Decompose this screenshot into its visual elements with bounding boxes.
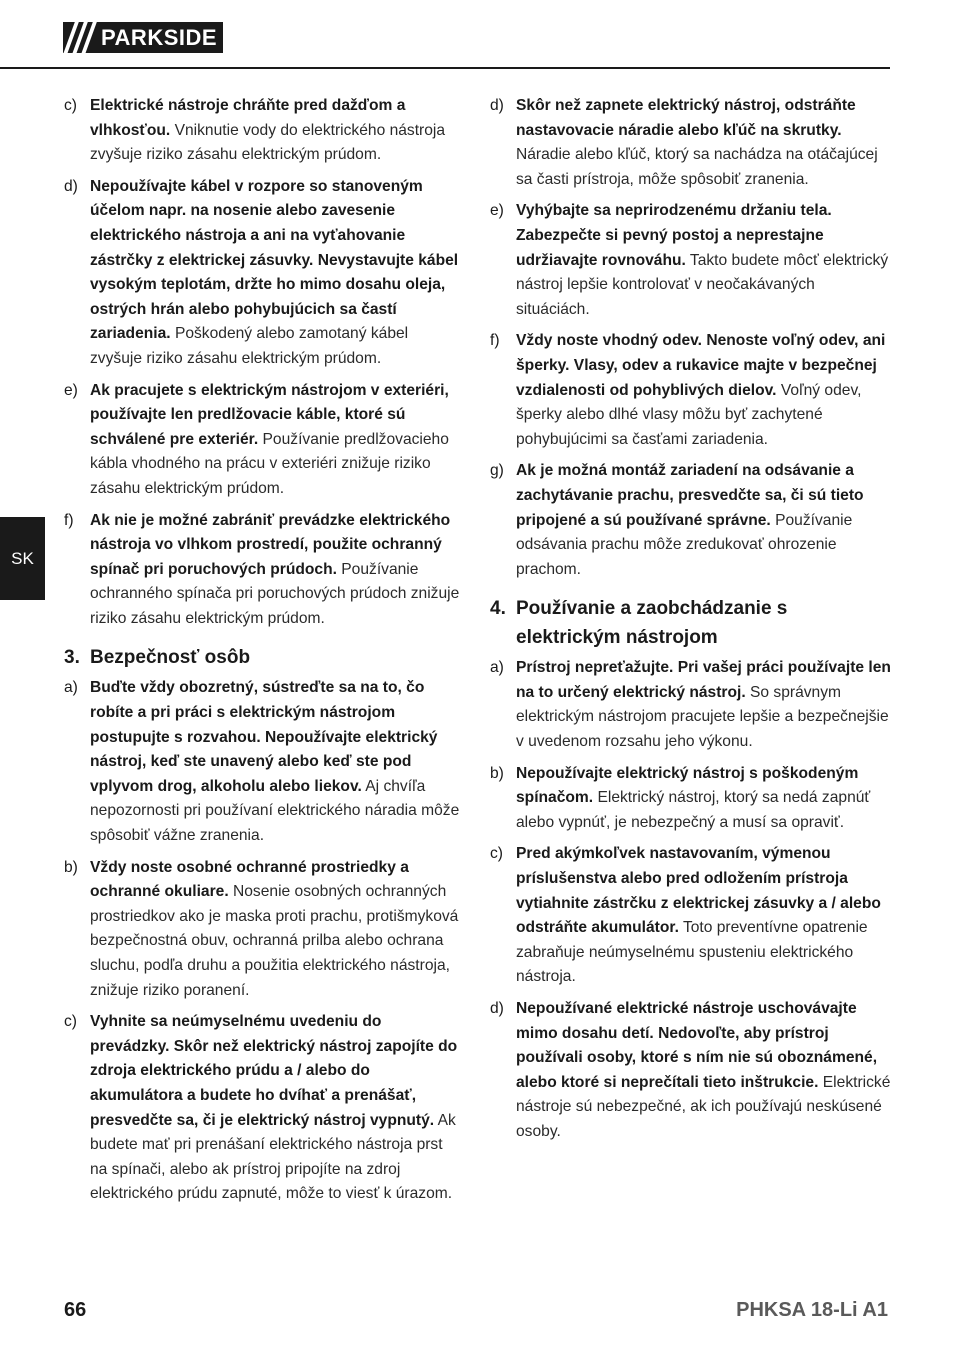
item-label: f): [490, 332, 500, 350]
item-normal-text: Nosenie osobných ochranných prostriedkov ako je maska proti prachu, protišmyková bezpečnostná obuv, ochranná prilba alebo ochrana sluchu, podľa druhu a použitia elektrického nástroja, znižuje riziko poranení.: [90, 883, 459, 999]
item-label: d): [490, 1000, 504, 1017]
item-label: c): [490, 845, 503, 863]
section-title: Bezpečnosť osôb: [90, 647, 251, 669]
item-normal-text: Toto preventívne opatrenie zabraňuje neúmyselnému spusteniu elektrického nástroja.: [516, 919, 868, 986]
item-normal-text: Vniknutie vody do elektrického nástroja zvyšuje riziko zásahu elektrickým prúdom.: [90, 121, 446, 164]
item-bold-text: Elektrické nástroje chráňte pred dažďom a vlhkosťou.: [90, 97, 406, 139]
item-label: g): [490, 462, 504, 480]
model-name: PHKSA 18-Li A1: [736, 1299, 888, 1321]
list-item: [64, 676, 464, 848]
item-text: [516, 199, 892, 322]
list-item: [490, 997, 892, 1145]
item-bold-text: Ak pracujete s elektrickým nástrojom v exteriéri, používajte len predlžovacie káble, ktoré sú schválené pre exteriér.: [90, 381, 449, 448]
item-bold-text: Skôr než zapnete elektrický nástroj, odstráňte nastavovacie náradie alebo kľúč na skrutky.: [516, 97, 856, 139]
right-items: [490, 94, 892, 582]
item-label: b): [64, 858, 78, 876]
language-tab: SK: [0, 517, 45, 600]
list-item: [490, 842, 892, 990]
item-text: [516, 329, 892, 452]
list-item: [64, 856, 464, 1004]
item-bold-text: Pred akýmkoľvek nastavovaním, výmenou príslušenstva alebo pred odložením prístroja vytiahnite zástrčku z elektrickej zásuvky a / alebo odstráňte akumulátor.: [516, 845, 881, 937]
list-item: [490, 656, 892, 754]
item-normal-text: Poškodený alebo zamotaný kábel zvyšuje riziko zásahu elektrickým prúdom.: [90, 325, 409, 367]
list-item: [64, 509, 464, 632]
item-normal-text: Ak budete mať pri prenášaní elektrického nástroja prst na spínači, alebo ak prístroj pripojíte na zdroj elektrického prúdu zapnuté, môže to viesť k úrazom.: [90, 1111, 456, 1203]
item-bold-text: Vždy noste osobné ochranné prostriedky a ochranné okuliare.: [90, 858, 409, 901]
item-bold-text: Nepoužívajte kábel v rozpore so stanoveným účelom napr. na nosenie alebo zavesenie elektrického nástroja a ani na vyťahovanie zástrčky z elektrickej zásuvky. Nevystavujte kábel vysokým teplotám, držte ho mimo dosahu oleja, ostrých hrán alebo pohybujúcich sa častí zariadenia.: [90, 177, 459, 343]
list-item: [64, 379, 464, 502]
parkside-logo: [63, 22, 239, 53]
item-label: d): [490, 97, 504, 114]
header-rule: [0, 67, 890, 69]
left-column: [64, 94, 464, 1214]
item-text: [90, 1010, 464, 1207]
item-text: [90, 175, 464, 372]
section-title: Používanie a zaobchádzanie s elektrickým nástrojom: [516, 598, 788, 649]
item-bold-text: Prístroj nepreťažujte. Pri vašej práci používajte len na to určený elektrický nástroj.: [516, 659, 891, 701]
section-4-heading: [490, 594, 892, 652]
item-text: [90, 94, 464, 168]
section-number: 3.: [64, 647, 80, 669]
item-text: [90, 509, 464, 632]
logo-slashes-icon: [63, 22, 97, 53]
list-item: [490, 459, 892, 582]
right-column: [490, 94, 892, 1152]
item-text: [90, 379, 464, 502]
item-text: [516, 94, 892, 192]
item-bold-text: Vyhnite sa neúmyselnému uvedeniu do prevádzky. Skôr než elektrický nástroj zapojíte do zdroja elektrického prúdu a / alebo do akumulátora a budete ho dvíhať a prenášať, presvedčte sa, či je elektrický nástroj vypnutý.: [90, 1013, 458, 1129]
item-bold-text: Nepoužívajte elektrický nástroj s poškodeným spínačom.: [516, 764, 859, 807]
list-item: [490, 762, 892, 836]
item-normal-text: Používanie predlžovacieho kábla vhodného na prácu v exteriéri znižuje riziko zásahu elektrickým prúdom.: [90, 430, 449, 497]
item-normal-text: So správnym elektrickým nástrojom pracujete lepšie a bezpečnejšie v uvedenom rozsahu jeho výkonu.: [516, 683, 889, 751]
item-label: f): [64, 511, 74, 529]
item-bold-text: Buďte vždy obozretný, sústreďte sa na to, čo robíte a pri práci s elektrickým nástrojom postupujte s rozvahou. Nepoužívajte elektrický nástroj, keď ste unavený alebo keď ste pod vplyvom drog, alkoholu alebo liekov.: [90, 679, 438, 795]
item-normal-text: Náradie alebo kľúč, ktorý sa nachádza na otáčajúcej sa časti prístroja, môže spôsobiť zranenia.: [516, 146, 878, 188]
item-text: [516, 656, 892, 754]
item-normal-text: Používanie ochranného spínača pri poruchových prúdoch znižuje riziko zásahu elektrickým prúdom.: [90, 560, 460, 627]
item-bold-text: Vyhýbajte sa neprirodzenému držaniu tela. Zabezpečte si pevný postoj a neprestajne udržiavajte rovnováhu.: [516, 202, 832, 269]
item-text: [516, 762, 892, 836]
list-item: [490, 94, 892, 192]
item-bold-text: Ak nie je možné zabrániť prevádzke elektrického nástroja vo vlhkom prostredí, použite ochranný spínač pri poruchových prúdoch.: [90, 511, 451, 578]
list-item: [490, 329, 892, 452]
item-label: e): [490, 202, 504, 220]
list-item: [64, 175, 464, 372]
logo-text: PARKSIDE: [97, 22, 223, 53]
item-label: a): [490, 659, 504, 677]
item-normal-text: Elektrické nástroje sú nebezpečné, ak ich používajú neskúsené osoby.: [516, 1073, 891, 1140]
item-text: [516, 997, 892, 1145]
item-label: b): [490, 764, 504, 782]
item-normal-text: Takto budete môcť elektrický nástroj lepšie kontrolovať v neočakávaných situáciách.: [516, 251, 889, 318]
item-bold-text: Ak je možná montáž zariadení na odsávanie a zachytávanie prachu, presvedčte sa, či sú tieto pripojené a sú používané správne.: [516, 462, 864, 529]
item-text: [516, 459, 892, 582]
section-3-heading: [64, 643, 464, 672]
item-label: c): [64, 1013, 77, 1031]
item-text: [516, 842, 892, 990]
item-text: [90, 856, 464, 1004]
section-number: 4.: [490, 598, 506, 620]
item-label: c): [64, 97, 77, 114]
item-text: [90, 676, 464, 848]
item-label: d): [64, 177, 78, 195]
list-item: [490, 199, 892, 322]
item-normal-text: Voľný odev, šperky alebo dlhé vlasy môžu byť zachytené pohybujúcimi sa časťami zariadenia.: [516, 381, 862, 448]
list-item: [64, 1010, 464, 1207]
item-label: e): [64, 381, 78, 399]
item-normal-text: Používanie odsávania prachu môže zredukovať ohrozenie prachom.: [516, 511, 853, 578]
section-4-items: [490, 656, 892, 1144]
section-3-items: [64, 676, 464, 1206]
item-label: a): [64, 679, 78, 697]
page-number: 66: [64, 1299, 87, 1321]
left-items: [64, 94, 464, 631]
item-bold-text: Nepoužívané elektrické nástroje uschovávajte mimo dosahu detí. Nedovoľte, aby prístroj používali osoby, ktoré s ním nie sú oboznámené, alebo ktoré si neprečítali tieto inštrukcie.: [516, 1000, 878, 1091]
item-normal-text: Elektrický nástroj, ktorý sa nedá zapnúť alebo vypnúť, je nebezpečný a musí sa opraviť.: [516, 789, 871, 831]
item-bold-text: Vždy noste vhodný odev. Nenoste voľný odev, ani šperky. Vlasy, odev a rukavice majte v bezpečnej vzdialenosti od pohyblivých dielov.: [516, 332, 886, 399]
list-item: [64, 94, 464, 168]
item-normal-text: Aj chvíľa nepozornosti pri používaní elektrického náradia môže spôsobiť vážne zranenia.: [90, 777, 460, 845]
